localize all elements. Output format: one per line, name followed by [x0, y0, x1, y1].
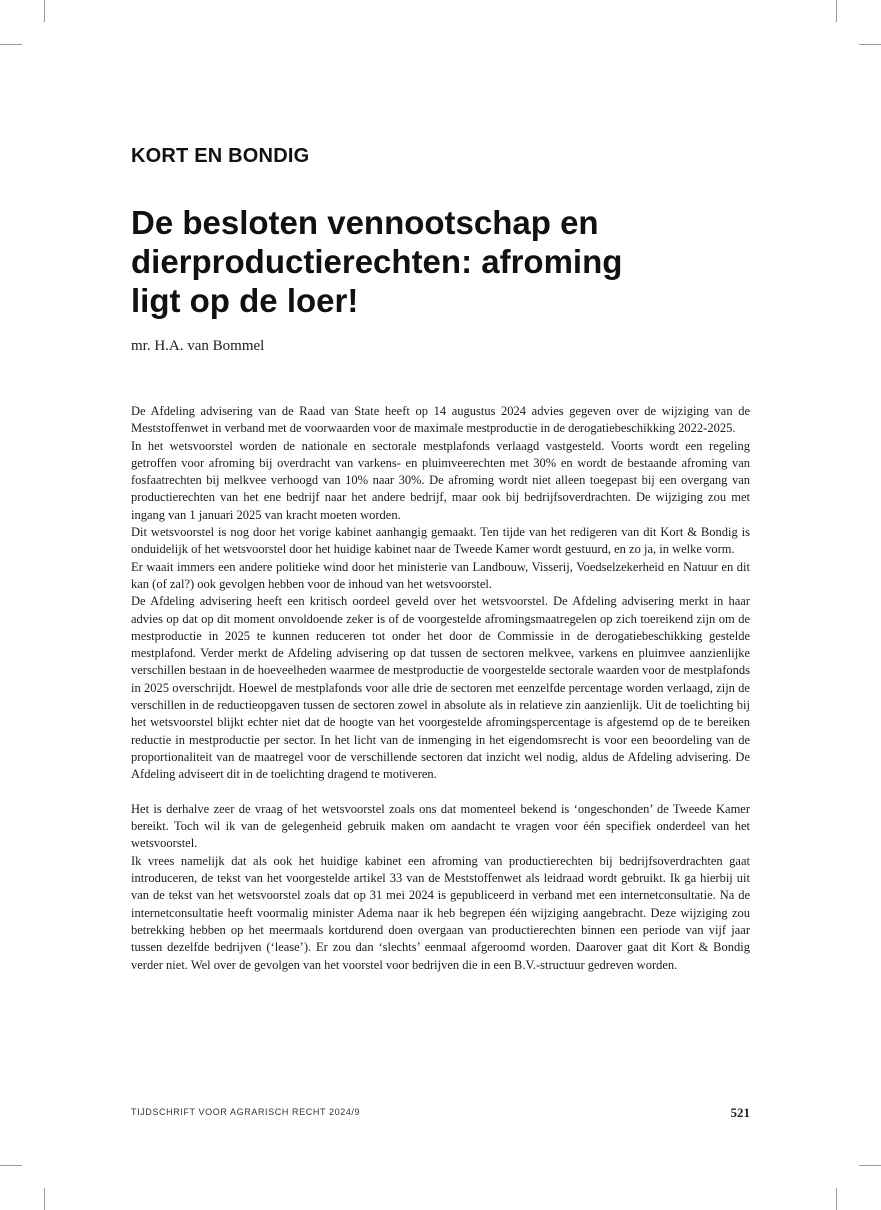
- body-paragraph: De Afdeling advisering van de Raad van State heeft op 14 augustus 2024 advies gegeven over de wijziging van de Meststoffenwet in verband met de voorwaarden voor de maximale mestproductie in de derogatiebeschikking 2022-2025.: [131, 404, 750, 436]
- body-paragraph: Ik vrees namelijk dat als ook het huidige kabinet een afroming van productierechten bij bedrijfsoverdrachten gaat introduceren, de tekst van het voorgestelde artikel 33 van de Meststoffenwet als leidraad wordt gebruikt. Ik ga hierbij uit van de tekst van het wetsvoorstel zoals dat op 31 mei 2024 is gepubliceerd in verband met een internetconsultatie. Na de internetconsultatie heeft voormalig minister Adema naar ik heb begrepen één wijziging aangebracht. Deze wijziging zou betrekking hebben op het meermaals kortdurend doen overgaan van productierechten binnen een periode van vijf jaar tussen dezelfde bedrijven (‘lease’). Er zou dan ‘slechts’ eenmaal afgeroomd worden. Daarover gaat dit Kort & Bondig verder niet. Wel over de gevolgen van het voorstel voor bedrijven die in een B.V.-structuur gedreven worden.: [131, 853, 750, 972]
- crop-mark: [836, 0, 837, 22]
- crop-mark: [0, 44, 22, 45]
- footer-journal-name: TIJDSCHRIFT VOOR AGRARISCH RECHT 2024/9: [131, 1107, 361, 1117]
- page-number: 521: [730, 1105, 750, 1120]
- crop-mark: [44, 0, 45, 22]
- title-line: ligt op de loer!: [131, 282, 359, 319]
- crop-mark: [836, 1188, 837, 1210]
- paragraph-spacer: [131, 784, 750, 801]
- crop-mark: [859, 1165, 881, 1166]
- title-line: dierproductierechten: afroming: [131, 243, 623, 280]
- article-title: [131, 203, 751, 320]
- body-paragraph: Dit wetsvoorstel is nog door het vorige kabinet aanhangig gemaakt. Ten tijde van het redigeren van dit Kort & Bondig is onduidelijk of het wetsvoorstel door het huidige kabinet naar de Tweede Kamer wordt gestuurd, en zo ja, in welke vorm.: [131, 525, 750, 557]
- crop-mark: [859, 44, 881, 45]
- body-paragraph: Er waait immers een andere politieke wind door het ministerie van Landbouw, Visserij, Voedselzekerheid en Natuur en dit kan (of zal?) ook gevolgen hebben voor de inhoud van het wetsvoorstel.: [131, 559, 750, 591]
- title-line: De besloten vennootschap en: [131, 204, 599, 241]
- crop-mark: [0, 1165, 22, 1166]
- body-paragraph: De Afdeling advisering heeft een kritisch oordeel geveld over het wetsvoorstel. De Afdeling advisering merkt in haar advies op dat op dit moment onvoldoende zeker is of de voorgestelde afromingsmaatregelen op zich toereikend zijn om de mestproductie in 2025 te kunnen reduceren tot onder het door de Commissie in de derogatiebeschikking gestelde mestplafond. Verder merkt de Afdeling advisering op dat tussen de sectoren melkvee, varkens en pluimvee aanzienlijke verschillen bestaan in de hoeveelheden waarmee de mestproductie de voorgestelde sectorale waarden voor de mestplafonds in 2025 overschrijdt. Hoewel de mestplafonds voor alle drie de sectoren met eenzelfde percentage worden verlaagd, zijn de verschillen in de reductieopgaven tussen de sectoren zowel in absolute als in relatieve zin aanzienlijk. Uit de toelichting bij het wetsvoorstel blijkt echter niet dat de hoogte van het voorgestelde afromingspercentage is afgestemd op de te bereiken reductie in mestproductie per sector. In het licht van de inmenging in het eigendomsrecht is voor een beoordeling van de proportionaliteit van de maatregel voor de verschillende sectoren dat inzicht wel nodig, aldus de Afdeling advisering. De Afdeling adviseert dit in de toelichting dragend te motiveren.: [131, 594, 750, 782]
- body-paragraph: Het is derhalve zeer de vraag of het wetsvoorstel zoals ons dat momenteel bekend is ‘ongeschonden’ de Tweede Kamer bereikt. Toch wil ik van de gelegenheid gebruik maken om aandacht te vragen voor één specifiek onderdeel van het wetsvoorstel.: [131, 801, 750, 851]
- section-label: KORT EN BONDIG: [131, 145, 310, 167]
- body-paragraph: In het wetsvoorstel worden de nationale en sectorale mestplafonds verlaagd vastgesteld. Voorts wordt een regeling getroffen voor afroming bij overdracht van varkens- en pluimveerechten met 30% en wordt de bestaande afroming van fosfaatrechten bij melkvee verhoogd van 10% naar 30%. De afroming wordt niet alleen toegepast bij een overgang van productierechten van het ene bedrijf naar het andere bedrijf, maar ook bij bedrijfsoverdrachten. De wijziging zou met ingang van 1 januari 2025 van kracht moeten worden.: [131, 438, 750, 522]
- author-byline: mr. H.A. van Bommel: [131, 338, 265, 354]
- article-body: [131, 403, 750, 974]
- crop-mark: [44, 1188, 45, 1210]
